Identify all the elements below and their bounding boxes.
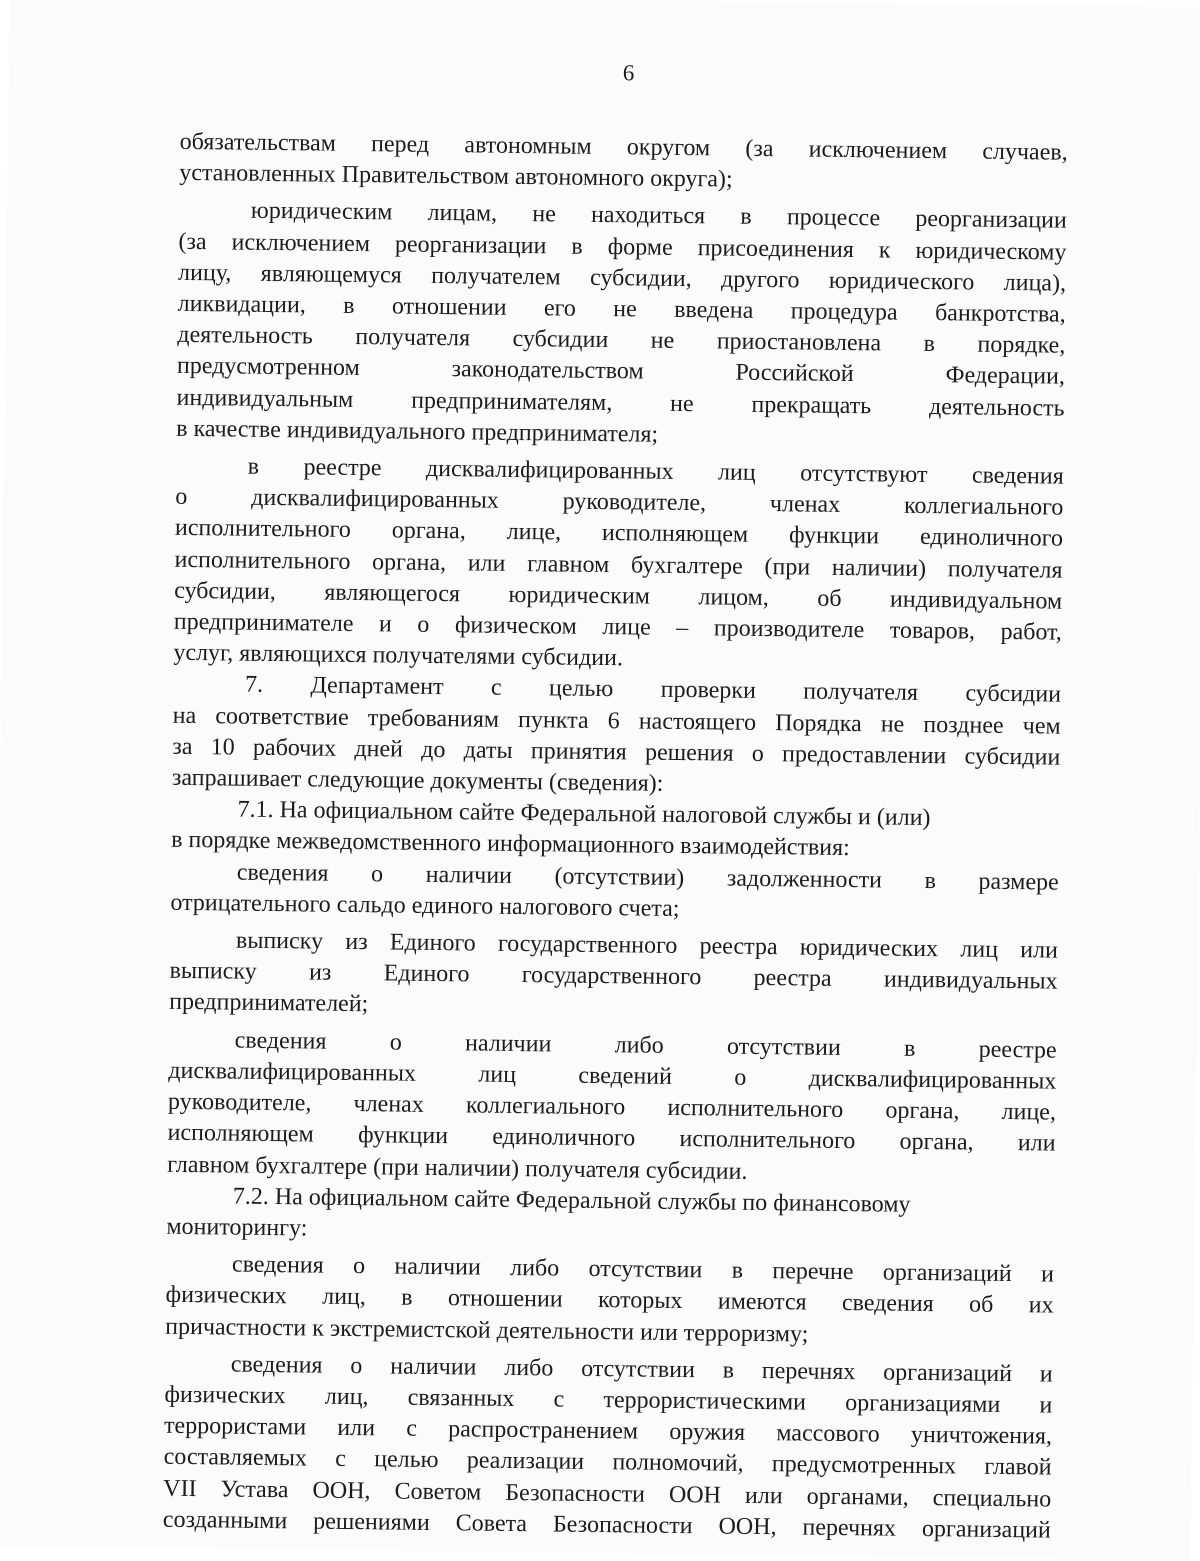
text-line: составляемых с целью реализации полномочий, предусмотренных главой [163,1444,1052,1481]
text-line: установленных Правительством автономного округа); [179,160,733,193]
paragraph [170,856,1059,929]
paragraph [172,669,1061,805]
text-line: юридическим лицам, не находиться в процессе реорганизации [250,198,1067,235]
text-line: руководителе, членах коллегиального исполнительного органа, лице, [167,1088,1057,1126]
text-line: физических лиц, в отношении которых имеются сведения об их [165,1282,1054,1319]
text-line: предусмотренном законодательством Российской Федерации, [176,353,1066,391]
text-line: сведения о наличии либо отсутствии в перечнях организаций и [230,1351,1053,1388]
text-line: 7.2. На официальном сайте Федеральной службы по финансовому [232,1183,911,1218]
text-line: причастности к экстремистской деятельности или терроризму; [165,1313,809,1348]
text-line: в порядке межведомственного информационного взаимодействия: [171,827,850,862]
text-line: дисквалифицированных лиц сведений о дисквалифицированных [168,1057,1057,1095]
paragraph [163,1348,1053,1546]
text-line: предпринимателе и о физическом лице – производителе товаров, работ, [173,608,1062,646]
text-line: деятельность получателя субсидии не приостановлена в порядке, [177,322,1066,359]
text-line: в реестре дисквалифицированных лиц отсутствуют сведения [247,453,1064,490]
text-line: исполнительного органа, лице, исполняющем функции единоличного [174,515,1064,553]
text-line: физических лиц, связанных с террористическими организациями и [164,1381,1053,1419]
text-line: на соответствие требованиям пункта 6 настоящего Порядка не позднее чем [172,702,1061,740]
paragraph [176,195,1067,455]
text-line: предпринимателей; [169,989,369,1018]
text-line: 7. Департамент с целью проверки получателя субсидии [244,672,1062,709]
paragraph [165,1249,1054,1353]
text-line: услуг, являющихся получателями субсидии. [173,640,624,672]
text-line: обязательствам перед автономным округом (за исключением случаев, [179,128,1068,166]
paragraph [179,127,1068,200]
text-line: субсидии, являющегося юридическим лицом, об индивидуальном [174,577,1063,615]
text-line: (за исключением реорганизации в форме присоединения к юридическому [178,228,1067,266]
page-number: 6 [622,60,635,86]
paragraph [171,794,1060,867]
text-line: выписку из Единого государственного реестра юридических лиц или [235,927,1059,964]
text-line: в качестве индивидуального предпринимателя; [176,415,659,448]
paragraph [169,925,1058,1029]
text-line: сведения о наличии (отсутствии) задолженности в размере [236,859,1059,896]
text-line: индивидуальным предпринимателям, не прекращать деятельность [176,384,1065,422]
paragraph [166,1180,1055,1253]
text-line: сведения о наличии либо отсутствии в перечне организаций и [231,1251,1055,1288]
text-line: главном бухгалтере (при наличии) получателя субсидии. [167,1151,748,1185]
text-line: VII Устава ООН, Советом Безопасности ООН или органами, специально [163,1475,1052,1513]
paragraph [167,1024,1057,1191]
text-line: выписку из Единого государственного реестра индивидуальных [169,958,1058,995]
paragraph [173,451,1064,680]
text-line: запрашивает следующие документы (сведения): [171,764,664,797]
text-line: о дисквалифицированных руководителе, членах коллегиального [175,484,1064,521]
text-line: исполнительного органа, или главном бухгалтере (при наличии) получателя [174,546,1063,584]
text-line: созданными решениями Совета Безопасности ООН, перечнях организаций [162,1506,1051,1544]
document-body [163,127,1068,1547]
text-line: ликвидации, в отношении его не введена процедура банкротства, [177,290,1066,328]
text-line: мониторингу: [166,1213,308,1242]
text-line: за 10 рабочих дней до даты принятия решения о предоставлении субсидии [172,733,1061,771]
text-line: сведения о наличии либо отсутствии в реестре [234,1027,1057,1064]
text-line: отрицательного сальдо единого налогового счета; [170,889,680,922]
text-line: террористами или с распространением оружия массового уничтожения, [163,1412,1053,1450]
text-line: лицу, являющемуся получателем субсидии, другого юридического лица), [177,259,1067,297]
text-line: исполняющем функции единоличного исполнительного органа, или [167,1120,1056,1157]
text-line: 7.1. На официальном сайте Федеральной налоговой службы и (или) [237,796,931,832]
